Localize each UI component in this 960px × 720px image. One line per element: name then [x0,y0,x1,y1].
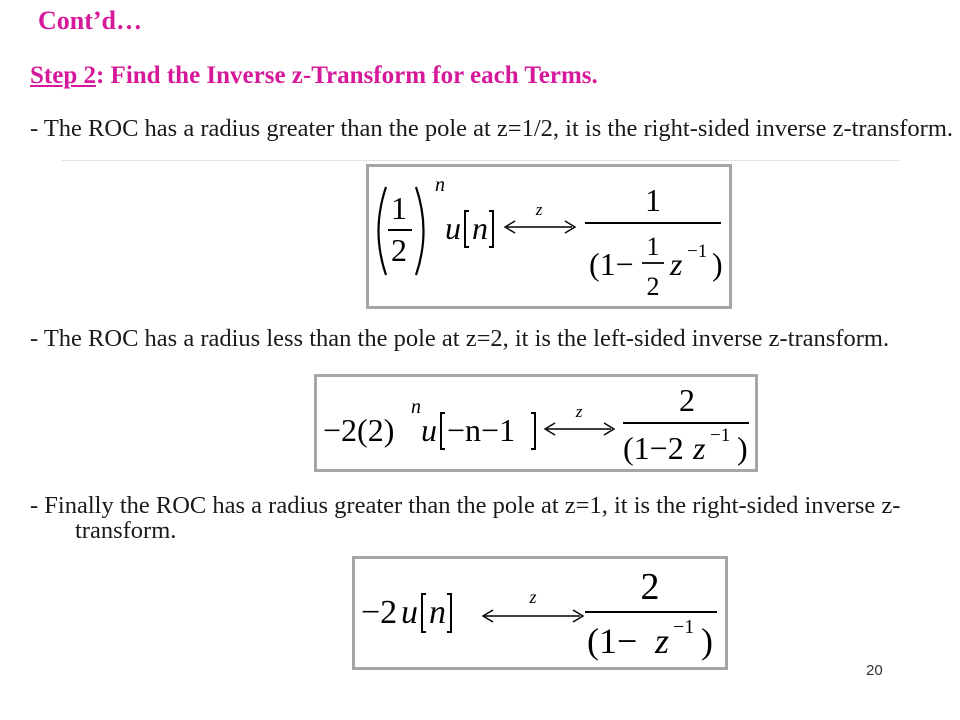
rhs-half-denominator: 2 [646,272,660,301]
paragraph-left-sided-two: - The ROC has a radius less than the pole at z=2, it is the left-sided inverse z-transform. [30,325,890,352]
left-paren-big [379,187,387,275]
half-numerator: 1 [391,190,407,226]
page-number: 20 [866,662,883,679]
left-bracket [422,594,426,632]
lhs-prefix: −2(2) [323,412,395,448]
rhs-exponent: −1 [673,616,695,638]
rhs-den-close: ) [701,621,713,661]
transform-z-label: z [535,200,543,219]
paragraph-right-sided-one: - Finally the ROC has a radius greater than the pole at z=1, it is the right-sided inverse z-transform. [30,492,901,544]
rhs-den-open: (1− [587,621,638,661]
lhs-prefix: −2 [361,594,398,631]
rhs-den-close: ) [712,246,723,282]
rhs-den-open: (1−2 [623,430,684,466]
right-bracket [531,413,535,449]
rhs-exponent: −1 [710,425,731,446]
left-bracket [465,211,469,247]
equation-1 [369,167,729,306]
divider-line [62,160,900,161]
unit-step-u: u [421,412,437,448]
rhs-numerator: 2 [640,566,660,608]
left-bracket [441,413,445,449]
equation-3 [355,559,725,667]
transform-z-label: z [575,402,583,421]
paragraph-right-sided-half: - The ROC has a radius greater than the pole at z=1/2, it is the right-sided inverse z-transform. [30,115,953,142]
half-denominator: 2 [391,232,407,268]
unit-step-arg: n [472,210,488,246]
rhs-exponent: −1 [687,241,708,262]
equation-box-3 [352,556,728,670]
unit-step-u: u [445,210,461,246]
slide-title: Cont’d… [38,6,143,35]
step-heading [30,62,598,90]
equation-box-1 [366,164,732,309]
right-paren-big [416,187,424,275]
rhs-z: z [693,430,706,466]
unit-step-arg: n [429,594,446,631]
rhs-den-open: (1− [589,246,634,282]
rhs-den-close: ) [737,430,748,466]
rhs-numerator: 2 [679,382,695,418]
step-label: Step 2 [30,62,96,89]
unit-step-arg: −n−1 [447,412,516,448]
rhs-z: z [670,246,683,282]
rhs-half-numerator: 1 [646,232,660,261]
rhs-z: z [655,621,670,661]
right-bracket [489,211,493,247]
rhs-numerator: 1 [645,182,661,218]
exponent-n: n [411,396,421,418]
transform-z-label: z [529,587,537,607]
exponent-n: n [435,174,445,196]
step-description: : Find the Inverse z-Transform for each Terms. [95,62,598,89]
equation-2 [317,377,755,469]
right-bracket [447,594,451,632]
equation-box-2 [314,374,758,472]
unit-step-u: u [401,594,418,631]
